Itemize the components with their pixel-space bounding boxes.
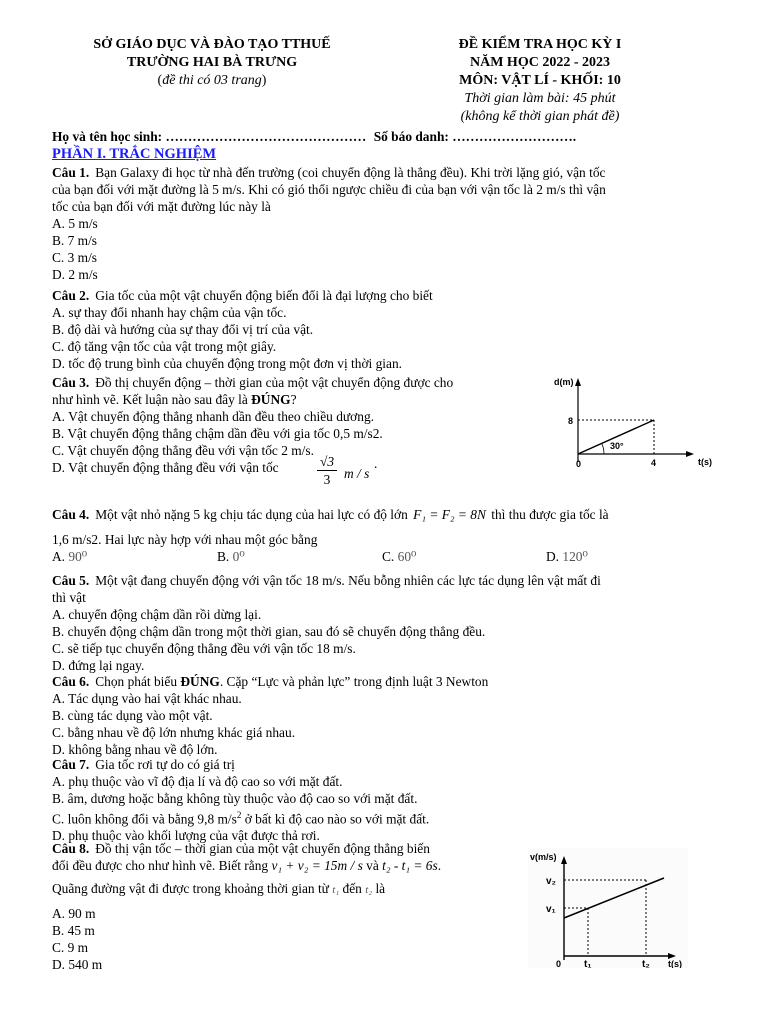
option-a: A. sự thay đổi nhanh hay chậm của vận tốc. — [52, 305, 287, 320]
angle-arc — [602, 444, 604, 454]
school-name: TRƯỜNG HAI BÀ TRƯNG — [126, 55, 298, 70]
t1-label: t₁ — [584, 959, 592, 968]
y-axis-arrow — [575, 378, 581, 386]
x-axis-arrow — [686, 451, 694, 457]
option-b: B. chuyển động chậm dần trong một thời gian, sau đó sẽ chuyển động thẳng đều. — [52, 624, 486, 639]
option-b: B. 0⁰ — [217, 549, 245, 564]
exam-header — [400, 36, 680, 126]
option-a: A. Tác dụng vào hai vật khác nhau. — [52, 691, 242, 706]
question-3 — [52, 374, 542, 495]
option-c: C. Vật chuyển động thẳng đều với vận tốc 2 m/s. — [52, 443, 314, 458]
option-d: D. không bằng nhau về độ lớn. — [52, 742, 218, 757]
question-label: Câu 5. — [52, 573, 90, 588]
question-7 — [52, 756, 710, 844]
question-label: Câu 4. — [52, 507, 90, 522]
y-axis-label: v(m/s) — [530, 852, 557, 862]
x-tick-label: 4 — [651, 458, 657, 468]
velocity-time-graph — [528, 848, 688, 968]
question-label: Câu 1. — [52, 165, 90, 180]
question-text: Đồ thị chuyển động – thời gian của một vật chuyển động được cho — [95, 375, 454, 390]
option-a: A. phụ thuộc vào vĩ độ địa lí và độ cao so với mặt đất. — [52, 774, 343, 789]
origin-label: 0 — [576, 459, 582, 469]
question-text: 1,6 m/s2. Hai lực này hợp với nhau một góc bằng — [52, 532, 318, 547]
x-axis-label: t(s) — [668, 959, 682, 968]
question-text: Bạn Galaxy đi học từ nhà đến trường (coi chuyển động là thẳng đều). Khi trời lặng gió, vận tốc — [95, 165, 606, 180]
question-1 — [52, 164, 710, 283]
question-text: thì thu được gia tốc là — [487, 507, 609, 522]
option-c: C. 60⁰ — [382, 549, 417, 564]
option-b: B. độ dài và hướng của sự thay đổi vị trí của vật. — [52, 322, 314, 337]
option-d: D. 120⁰ — [546, 549, 588, 564]
fraction: √3 3 — [317, 453, 337, 488]
question-8 — [52, 840, 522, 973]
question-label: Câu 8. — [52, 841, 90, 856]
question-text: Gia tốc rơi tự do có giá trị — [95, 757, 235, 772]
question-text: thì vật — [52, 590, 86, 605]
force-formula: F₁ = F₂ = 8N — [413, 507, 486, 522]
option-c: C. luôn không đổi và bằng 9,8 $m/s^2$ ở bất kì độ cao nào so với mặt đất. — [52, 810, 430, 827]
duration: Thời gian làm bài: 45 phút — [464, 91, 616, 106]
option-b: B. âm, dương hoặc bằng không tùy thuộc vào độ cao so với mặt đất. — [52, 791, 418, 806]
option-c: C. bằng nhau về độ lớn nhưng khác giá nhau. — [52, 725, 296, 740]
option-d: D. tốc độ trung bình của chuyển động trong một đơn vị thời gian. — [52, 356, 402, 371]
student-info-line — [52, 128, 576, 145]
time-formula: t₂ - t₁ = 6s — [382, 858, 438, 873]
question-text: Đồ thị vận tốc – thời gian của một vật chuyển động thẳng biến — [95, 841, 430, 856]
option-a: A. 90⁰ — [52, 549, 88, 564]
origin-label: 0 — [556, 959, 562, 968]
question-text: đổi đều được cho như hình vẽ. Biết rằng v₁ + v₂ = 15m / s và t₂ - t₁ = 6s. — [52, 858, 442, 873]
v1-label: v₁ — [546, 904, 556, 915]
option-d: D. đứng lại ngay. — [52, 658, 145, 673]
page-count-note: (đề thi có 03 trang) — [157, 73, 267, 88]
option-a: A. 90 m — [52, 906, 96, 921]
question-6: Câu 6. Chọn phát biểu ĐÚNG. Cặp “Lực và phản lực” trong định luật 3 Newton A. Tác dụng vào hai vật khác nhau. B. cùng tác dụng vào một vật. C. bằng nhau về độ lớn nhưng khác giá nhau. D. không bằng nhau về độ lớn. — [52, 673, 710, 758]
question-text: của bạn đối với mặt đường là 5 m/s. Khi có gió thổi ngược chiều đi của bạn với vận tốc là 2 m/s thì vận — [52, 182, 606, 197]
option-a: A. 5 m/s — [52, 216, 98, 231]
displacement-time-graph — [548, 370, 718, 474]
option-c: C. sẽ tiếp tục chuyển động thẳng đều với vận tốc 18 m/s. — [52, 641, 356, 656]
option-c: C. độ tăng vận tốc của vật trong một giây. — [52, 339, 277, 354]
question-text: Một vật đang chuyển động với vận tốc 18 m/s. Nếu bỗng nhiên các lực tác dụng lên vật mất đi — [95, 573, 601, 588]
question-label: Câu 7. — [52, 757, 90, 772]
angle-label: 30° — [610, 441, 624, 451]
question-text: Quãng đường vật đi được trong khoảng thời gian từ t₁ đến t₂ là — [52, 881, 386, 896]
option-a: A. Vật chuyển động thẳng nhanh dần đều theo chiều dương. — [52, 409, 375, 424]
question-5 — [52, 572, 710, 674]
options-row — [52, 548, 710, 566]
option-a: A. chuyển động chậm dần rồi dừng lại. — [52, 607, 262, 622]
duration-note: (không kể thời gian phát đề) — [460, 109, 620, 124]
t2-label: t₂ — [642, 959, 650, 968]
question-label: Câu 6. — [52, 674, 90, 689]
option-b: B. 45 m — [52, 923, 95, 938]
school-header — [42, 36, 382, 90]
y-axis-label: d(m) — [554, 377, 574, 387]
question-label: Câu 3. — [52, 375, 90, 390]
option-d: D. 2 m/s — [52, 267, 98, 282]
student-name-field: Họ và tên học sinh: ……………………………………… — [52, 129, 367, 144]
option-b: B. Vật chuyển động thẳng chậm dần đều với gia tốc 0,5 m/s2. — [52, 426, 383, 441]
option-d: D. 540 m — [52, 957, 103, 972]
question-text: Một vật nhỏ nặng 5 kg chịu tác dụng của hai lực có độ lớn — [95, 507, 412, 522]
option-c: C. 3 m/s — [52, 250, 98, 265]
velocity-formula: v₁ + v₂ = 15m / s — [271, 858, 363, 873]
exam-title: ĐỀ KIỂM TRA HỌC KỲ I — [458, 37, 622, 52]
question-label: Câu 2. — [52, 288, 90, 303]
section-title: PHẦN I. TRẮC NGHIỆM — [52, 146, 217, 162]
department-name: SỞ GIÁO DỤC VÀ ĐÀO TẠO TTHUẾ — [93, 37, 331, 52]
question-text: như hình vẽ. Kết luận nào sau đây là ĐÚNG? — [52, 392, 297, 407]
question-2 — [52, 287, 710, 372]
x-axis-label: t(s) — [698, 457, 712, 467]
v2-label: v₂ — [546, 876, 557, 887]
option-c: C. 9 m — [52, 940, 89, 955]
school-year: NĂM HỌC 2022 - 2023 — [470, 55, 610, 70]
option-d: D. Vật chuyển động thẳng đều với vận tốc √3 3 m / s . — [52, 454, 378, 487]
subject: MÔN: VẬT LÍ - KHỐI: 10 — [459, 73, 621, 88]
student-id-field: Số báo danh: ………………………. — [373, 129, 577, 144]
question-4 — [52, 506, 710, 566]
option-b: B. cùng tác dụng vào một vật. — [52, 708, 213, 723]
question-text: tốc của bạn đối với mặt đường lúc này là — [52, 199, 271, 214]
option-b: B. 7 m/s — [52, 233, 98, 248]
question-text: Gia tốc của một vật chuyển động biến đổi là đại lượng cho biết — [95, 288, 433, 303]
option-d: D. phụ thuộc vào khối lượng của vật được thả rơi. — [52, 828, 320, 844]
y-tick-label: 8 — [568, 416, 574, 426]
